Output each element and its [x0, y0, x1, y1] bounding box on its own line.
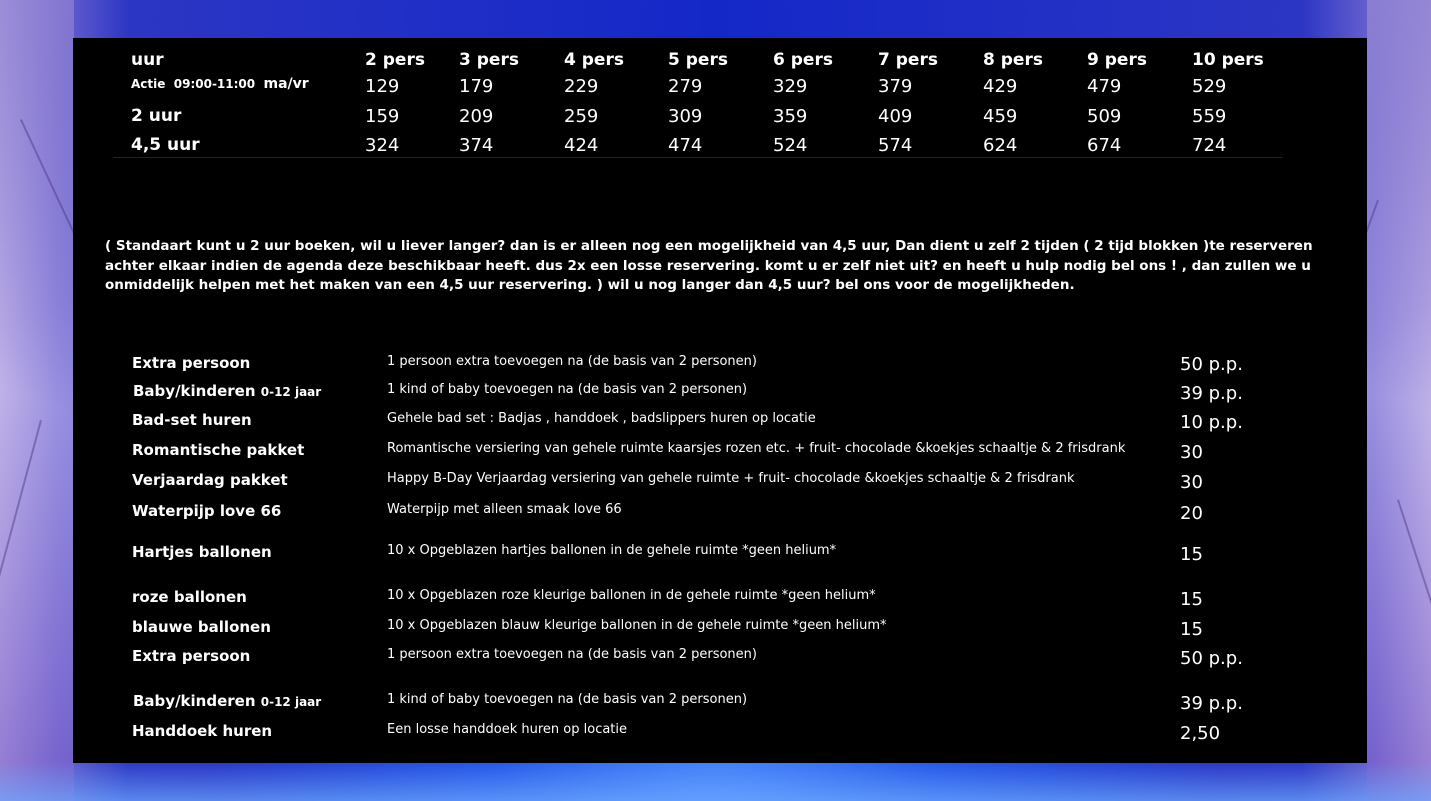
extra-name: Waterpijp love 66 [132, 502, 282, 520]
extra-name: roze ballonen [132, 588, 247, 606]
price-cell: 429 [983, 76, 1018, 97]
price-cell: 259 [564, 106, 599, 127]
price-cell: 424 [564, 135, 599, 156]
actie-time: 09:00-11:00 [173, 77, 256, 91]
extra-description: Een losse handdoek huren op locatie [387, 722, 628, 737]
column-header: 4 pers [564, 50, 624, 70]
price-cell: 229 [564, 76, 599, 97]
price-cell: 359 [773, 106, 808, 127]
price-panel [73, 38, 1367, 763]
background-floor-glow [0, 761, 1431, 801]
extra-name: Bad-set huren [132, 411, 252, 429]
extra-price: 39 p.p. [1180, 383, 1243, 404]
extra-description: 1 persoon extra toevoegen na (de basis van 2 personen) [387, 354, 757, 369]
extra-description: 10 x Opgeblazen roze kleurige ballonen in de gehele ruimte *geen helium* [387, 588, 876, 603]
price-cell: 459 [983, 106, 1018, 127]
column-header: 9 pers [1087, 50, 1147, 70]
price-cell: 374 [459, 135, 494, 156]
extra-description: Romantische versiering van gehele ruimte kaarsjes rozen etc. + fruit- chocolade &koekjes schaaltje & 2 frisdrank [387, 441, 1126, 456]
extra-name: Extra persoon [132, 647, 251, 665]
extra-name-text: Baby/kinderen [133, 692, 256, 710]
price-cell: 329 [773, 76, 808, 97]
extra-price: 15 [1180, 544, 1203, 565]
row-label-2-uur: 2 uur [131, 106, 182, 126]
extra-price: 20 [1180, 503, 1203, 524]
extra-name: Extra persoon [132, 354, 251, 372]
background-marble-left [0, 0, 74, 801]
row-label-4-5-uur: 4,5 uur [131, 135, 200, 155]
price-cell: 674 [1087, 135, 1122, 156]
price-cell: 559 [1192, 106, 1227, 127]
extra-description: 1 kind of baby toevoegen na (de basis van 2 personen) [387, 692, 748, 707]
price-cell: 379 [878, 76, 913, 97]
column-header: 6 pers [773, 50, 833, 70]
extra-description: Waterpijp met alleen smaak love 66 [387, 502, 622, 517]
row-label-actie [131, 76, 309, 92]
price-cell: 509 [1087, 106, 1122, 127]
extra-price: 30 [1180, 442, 1203, 463]
extra-description: 1 kind of baby toevoegen na (de basis van 2 personen) [387, 382, 748, 397]
extra-price: 15 [1180, 589, 1203, 610]
price-cell: 129 [365, 76, 400, 97]
price-cell: 309 [668, 106, 703, 127]
price-cell: 409 [878, 106, 913, 127]
extra-name-text: Baby/kinderen [133, 382, 256, 400]
price-cell: 159 [365, 106, 400, 127]
price-cell: 524 [773, 135, 808, 156]
extra-name-sub: 0-12 jaar [260, 385, 322, 399]
extra-price: 10 p.p. [1180, 412, 1243, 433]
booking-note: ( Standaart kunt u 2 uur boeken, wil u liever langer? dan is er alleen nog een mogelijkheid van 4,5 uur, Dan dient u zelf 2 tijden ( 2 tijd blokken )te reserveren achter elkaar indien de agenda deze beschikbaar heeft. dus 2x een losse reservering. komt u er zelf niet uit? en heeft u hulp nodig bel ons ! , dan zullen we u onmiddelijk helpen met het maken van een 4,5 uur reservering. ) wil u nog langer dan 4,5 uur? bel ons voor de mogelijkheden. [105, 238, 1313, 293]
extra-price: 50 p.p. [1180, 354, 1243, 375]
price-cell: 279 [668, 76, 703, 97]
extra-description: 10 x Opgeblazen blauw kleurige ballonen in de gehele ruimte *geen helium* [387, 618, 887, 633]
table-divider [113, 157, 1283, 158]
price-cell: 324 [365, 135, 400, 156]
extra-price: 30 [1180, 472, 1203, 493]
price-cell: 179 [459, 76, 494, 97]
extra-price: 39 p.p. [1180, 693, 1243, 714]
extra-name [133, 692, 321, 710]
extra-name: Hartjes ballonen [132, 543, 272, 561]
extra-name: Verjaardag pakket [132, 471, 288, 489]
extra-price: 15 [1180, 619, 1203, 640]
extra-description: Gehele bad set : Badjas , handdoek , badslippers huren op locatie [387, 411, 816, 426]
price-cell: 479 [1087, 76, 1122, 97]
extra-description: 10 x Opgeblazen hartjes ballonen in de gehele ruimte *geen helium* [387, 543, 837, 558]
price-cell: 624 [983, 135, 1018, 156]
price-cell: 529 [1192, 76, 1227, 97]
price-cell: 209 [459, 106, 494, 127]
extra-name: blauwe ballonen [132, 618, 271, 636]
extra-description: Happy B-Day Verjaardag versiering van gehele ruimte + fruit- chocolade &koekjes schaaltje & 2 frisdrank [387, 471, 1075, 486]
extra-name: Handdoek huren [132, 722, 273, 740]
extra-name [133, 382, 321, 400]
extra-price: 50 p.p. [1180, 648, 1243, 669]
background-marble-right [1367, 0, 1431, 801]
column-header: 3 pers [459, 50, 519, 70]
extra-name-sub: 0-12 jaar [260, 695, 322, 709]
column-header: 2 pers [365, 50, 425, 70]
price-cell: 474 [668, 135, 703, 156]
column-header: 10 pers [1192, 50, 1264, 70]
extra-price: 2,50 [1180, 723, 1221, 744]
column-header-uur: uur [131, 50, 164, 70]
actie-label: Actie [131, 77, 166, 91]
extra-description: 1 persoon extra toevoegen na (de basis van 2 personen) [387, 647, 757, 662]
price-cell: 724 [1192, 135, 1227, 156]
column-header: 5 pers [668, 50, 728, 70]
column-header: 8 pers [983, 50, 1043, 70]
price-cell: 574 [878, 135, 913, 156]
extra-name: Romantische pakket [132, 441, 305, 459]
actie-days: ma/vr [263, 76, 309, 92]
column-header: 7 pers [878, 50, 938, 70]
